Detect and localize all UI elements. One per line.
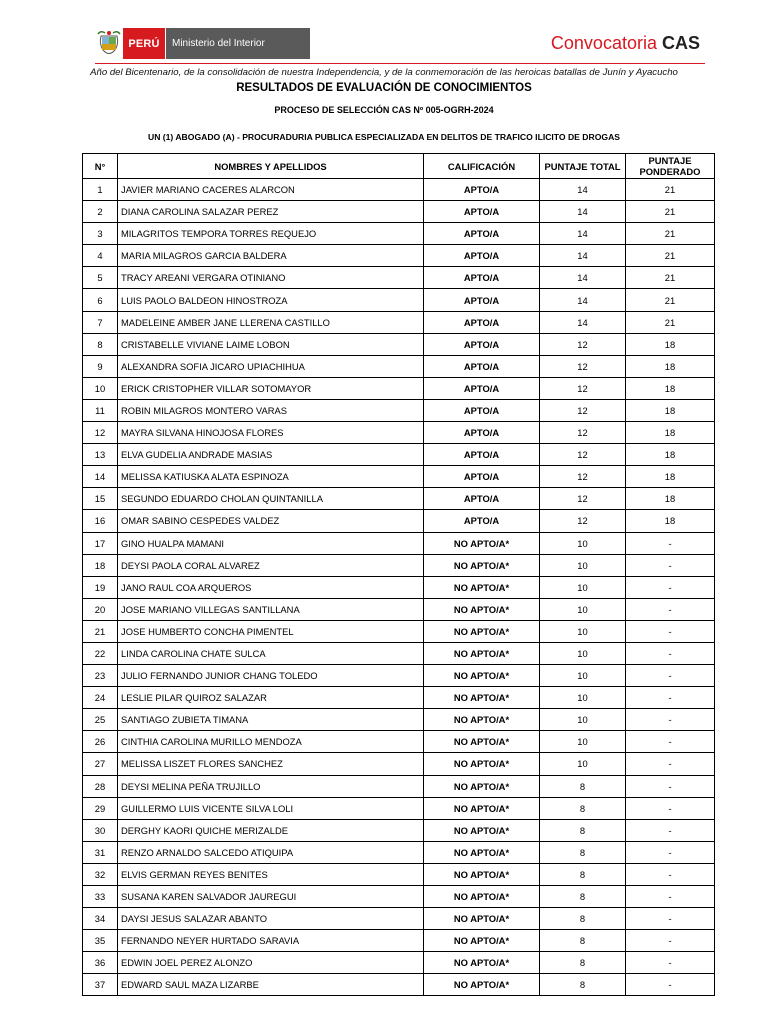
calificacion-cell: NO APTO/A* [424,841,540,863]
calificacion-cell: NO APTO/A* [424,731,540,753]
row-number: 13 [83,444,118,466]
table-row [83,687,715,709]
puntaje-total-cell: 10 [540,532,626,554]
calificacion-cell: NO APTO/A* [424,665,540,687]
puntaje-ponderado-cell: 18 [626,422,715,444]
puntaje-total-cell: 14 [540,311,626,333]
puntaje-ponderado-cell: - [626,554,715,576]
puntaje-ponderado-cell: - [626,797,715,819]
calificacion-cell: APTO/A [424,355,540,377]
calificacion-cell: NO APTO/A* [424,775,540,797]
row-number: 16 [83,510,118,532]
puntaje-ponderado-cell: - [626,908,715,930]
col-header-name: NOMBRES Y APELLIDOS [118,154,424,179]
table-row [83,731,715,753]
calificacion-cell: NO APTO/A* [424,974,540,996]
candidate-name: ELVIS GERMAN REYES BENITES [118,863,424,885]
table-row [83,841,715,863]
table-row [83,974,715,996]
puntaje-ponderado-cell: 18 [626,333,715,355]
candidate-name: ERICK CRISTOPHER VILLAR SOTOMAYOR [118,377,424,399]
calificacion-cell: APTO/A [424,510,540,532]
puntaje-ponderado-cell: - [626,974,715,996]
puntaje-total-cell: 8 [540,908,626,930]
candidate-name: SANTIAGO ZUBIETA TIMANA [118,709,424,731]
table-row [83,930,715,952]
calificacion-cell: NO APTO/A* [424,532,540,554]
row-number: 21 [83,620,118,642]
candidate-name: DEYSI PAOLA CORAL ALVAREZ [118,554,424,576]
row-number: 15 [83,488,118,510]
puntaje-total-cell: 10 [540,753,626,775]
candidate-name: MARIA MILAGROS GARCIA BALDERA [118,245,424,267]
row-number: 33 [83,886,118,908]
puntaje-ponderado-cell: 21 [626,289,715,311]
table-row [83,422,715,444]
candidate-name: OMAR SABINO CESPEDES VALDEZ [118,510,424,532]
puntaje-total-cell: 14 [540,289,626,311]
candidate-name: TRACY AREANI VERGARA OTINIANO [118,267,424,289]
puntaje-ponderado-cell: - [626,709,715,731]
row-number: 3 [83,223,118,245]
row-number: 36 [83,952,118,974]
calificacion-cell: APTO/A [424,488,540,510]
table-row [83,952,715,974]
convocatoria-word: Convocatoria [550,33,657,53]
candidate-name: CINTHIA CAROLINA MURILLO MENDOZA [118,731,424,753]
candidate-name: LESLIE PILAR QUIROZ SALAZAR [118,687,424,709]
puntaje-ponderado-cell: - [626,642,715,664]
puntaje-total-cell: 10 [540,576,626,598]
puntaje-ponderado-cell: - [626,687,715,709]
row-number: 17 [83,532,118,554]
row-number: 11 [83,399,118,421]
row-number: 37 [83,974,118,996]
table-row [83,886,715,908]
puntaje-total-cell: 8 [540,952,626,974]
puntaje-ponderado-cell: 21 [626,245,715,267]
table-row [83,444,715,466]
puntaje-ponderado-cell: 21 [626,267,715,289]
table-row [83,201,715,223]
candidate-name: DEYSI MELINA PEÑA TRUJILLO [118,775,424,797]
puntaje-ponderado-cell: 18 [626,510,715,532]
puntaje-total-cell: 12 [540,510,626,532]
puntaje-total-cell: 14 [540,201,626,223]
row-number: 10 [83,377,118,399]
table-row [83,863,715,885]
table-row [83,333,715,355]
table-row [83,709,715,731]
calificacion-cell: NO APTO/A* [424,576,540,598]
candidate-name: JULIO FERNANDO JUNIOR CHANG TOLEDO [118,665,424,687]
calificacion-cell: NO APTO/A* [424,554,540,576]
calificacion-cell: APTO/A [424,201,540,223]
puntaje-ponderado-cell: - [626,753,715,775]
col-header-puntaje-ponderado: PUNTAJE PONDERADO [626,154,715,179]
puntaje-total-cell: 12 [540,377,626,399]
puntaje-total-cell: 10 [540,554,626,576]
row-number: 6 [83,289,118,311]
candidate-name: MAYRA SILVANA HINOJOSA FLORES [118,422,424,444]
candidate-name: ROBIN MILAGROS MONTERO VARAS [118,399,424,421]
col-header-puntaje-total: PUNTAJE TOTAL [540,154,626,179]
puntaje-total-cell: 10 [540,620,626,642]
calificacion-cell: NO APTO/A* [424,819,540,841]
candidate-name: RENZO ARNALDO SALCEDO ATIQUIPA [118,841,424,863]
calificacion-cell: NO APTO/A* [424,797,540,819]
row-number: 14 [83,466,118,488]
puntaje-ponderado-cell: - [626,665,715,687]
header-divider [95,63,705,64]
row-number: 24 [83,687,118,709]
table-row [83,620,715,642]
puntaje-total-cell: 12 [540,444,626,466]
table-row [83,289,715,311]
row-number: 30 [83,819,118,841]
row-number: 31 [83,841,118,863]
calificacion-cell: APTO/A [424,223,540,245]
puntaje-ponderado-cell: 21 [626,201,715,223]
candidate-name: SEGUNDO EDUARDO CHOLAN QUINTANILLA [118,488,424,510]
candidate-name: JOSE MARIANO VILLEGAS SANTILLANA [118,598,424,620]
puntaje-total-cell: 10 [540,598,626,620]
candidate-name: ELVA GUDELIA ANDRADE MASIAS [118,444,424,466]
results-table [82,153,715,996]
table-row [83,665,715,687]
table-row [83,908,715,930]
candidate-name: DIANA CAROLINA SALAZAR PEREZ [118,201,424,223]
candidate-name: GINO HUALPA MAMANI [118,532,424,554]
puntaje-ponderado-cell: - [626,930,715,952]
candidate-name: FERNANDO NEYER HURTADO SARAVIA [118,930,424,952]
table-row [83,355,715,377]
position-title: UN (1) ABOGADO (A) - PROCURADURIA PUBLICA ESPECIALIZADA EN DELITOS DE TRAFICO ILICITO DE DROGAS [147,132,621,142]
table-row [83,223,715,245]
candidate-name: GUILLERMO LUIS VICENTE SILVA LOLI [118,797,424,819]
table-row [83,753,715,775]
puntaje-ponderado-cell: 18 [626,377,715,399]
puntaje-total-cell: 14 [540,223,626,245]
page-title: RESULTADOS DE EVALUACIÓN DE CONOCIMIENTOS [236,82,532,94]
row-number: 28 [83,775,118,797]
table-row [83,510,715,532]
calificacion-cell: APTO/A [424,311,540,333]
calificacion-cell: NO APTO/A* [424,709,540,731]
calificacion-cell: NO APTO/A* [424,908,540,930]
calificacion-cell: NO APTO/A* [424,620,540,642]
row-number: 26 [83,731,118,753]
row-number: 12 [83,422,118,444]
table-row [83,377,715,399]
row-number: 5 [83,267,118,289]
calificacion-cell: APTO/A [424,399,540,421]
puntaje-ponderado-cell: - [626,532,715,554]
candidate-name: JOSE HUMBERTO CONCHA PIMENTEL [118,620,424,642]
table-row [83,399,715,421]
puntaje-ponderado-cell: - [626,775,715,797]
row-number: 18 [83,554,118,576]
row-number: 25 [83,709,118,731]
candidate-name: ALEXANDRA SOFIA JICARO UPIACHIHUA [118,355,424,377]
table-row [83,488,715,510]
puntaje-ponderado-cell: 18 [626,488,715,510]
ministry-label: Ministerio del Interior [165,28,310,59]
calificacion-cell: NO APTO/A* [424,863,540,885]
calificacion-cell: APTO/A [424,377,540,399]
col-header-calificacion: CALIFICACIÓN [424,154,540,179]
row-number: 23 [83,665,118,687]
puntaje-ponderado-cell: 18 [626,444,715,466]
puntaje-ponderado-cell: - [626,620,715,642]
table-row [83,245,715,267]
calificacion-cell: NO APTO/A* [424,753,540,775]
puntaje-ponderado-cell: - [626,886,715,908]
puntaje-ponderado-cell: 18 [626,466,715,488]
puntaje-ponderado-cell: - [626,863,715,885]
candidate-name: MELISSA LISZET FLORES SANCHEZ [118,753,424,775]
puntaje-total-cell: 8 [540,930,626,952]
calificacion-cell: NO APTO/A* [424,930,540,952]
calificacion-cell: NO APTO/A* [424,598,540,620]
table-row [83,554,715,576]
puntaje-ponderado-cell: 18 [626,355,715,377]
calificacion-cell: APTO/A [424,267,540,289]
row-number: 29 [83,797,118,819]
table-row [83,598,715,620]
row-number: 7 [83,311,118,333]
row-number: 4 [83,245,118,267]
table-row [83,797,715,819]
table-row [83,267,715,289]
table-row [83,642,715,664]
puntaje-ponderado-cell: 21 [626,311,715,333]
puntaje-ponderado-cell: - [626,576,715,598]
puntaje-total-cell: 8 [540,886,626,908]
puntaje-total-cell: 8 [540,797,626,819]
candidate-name: EDWIN JOEL PEREZ ALONZO [118,952,424,974]
calificacion-cell: APTO/A [424,466,540,488]
puntaje-total-cell: 10 [540,687,626,709]
peru-label: PERÚ [123,28,165,59]
puntaje-ponderado-cell: - [626,819,715,841]
puntaje-total-cell: 10 [540,709,626,731]
calificacion-cell: NO APTO/A* [424,687,540,709]
candidate-name: CRISTABELLE VIVIANE LAIME LOBON [118,333,424,355]
puntaje-total-cell: 8 [540,863,626,885]
row-number: 1 [83,179,118,201]
row-number: 34 [83,908,118,930]
puntaje-total-cell: 12 [540,466,626,488]
puntaje-total-cell: 12 [540,399,626,421]
table-row [83,311,715,333]
table-header-row [83,154,715,179]
calificacion-cell: NO APTO/A* [424,886,540,908]
table-row [83,819,715,841]
puntaje-total-cell: 12 [540,422,626,444]
puntaje-ponderado-cell: - [626,952,715,974]
process-title: PROCESO DE SELECCIÓN CAS Nº 005-OGRH-2024 [274,105,494,115]
calificacion-cell: APTO/A [424,179,540,201]
row-number: 32 [83,863,118,885]
candidate-name: JANO RAUL COA ARQUEROS [118,576,424,598]
puntaje-total-cell: 8 [540,974,626,996]
candidate-name: DERGHY KAORI QUICHE MERIZALDE [118,819,424,841]
puntaje-total-cell: 10 [540,731,626,753]
puntaje-ponderado-cell: 18 [626,399,715,421]
puntaje-total-cell: 14 [540,245,626,267]
col-header-num: N° [83,154,118,179]
puntaje-ponderado-cell: - [626,731,715,753]
year-tagline: Año del Bicentenario, de la consolidación de nuestra Independencia, y de la conmemoración de las heroicas batallas de Junín y Ayacucho [90,67,678,78]
table-row [83,576,715,598]
candidate-name: MILAGRITOS TEMPORA TORRES REQUEJO [118,223,424,245]
calificacion-cell: APTO/A [424,444,540,466]
puntaje-total-cell: 14 [540,267,626,289]
calificacion-cell: NO APTO/A* [424,952,540,974]
puntaje-total-cell: 10 [540,665,626,687]
row-number: 27 [83,753,118,775]
candidate-name: JAVIER MARIANO CACERES ALARCON [118,179,424,201]
candidate-name: DAYSI JESUS SALAZAR ABANTO [118,908,424,930]
row-number: 8 [83,333,118,355]
puntaje-ponderado-cell: 21 [626,179,715,201]
candidate-name: SUSANA KAREN SALVADOR JAUREGUI [118,886,424,908]
puntaje-ponderado-cell: - [626,598,715,620]
row-number: 9 [83,355,118,377]
calificacion-cell: APTO/A [424,333,540,355]
candidate-name: EDWARD SAUL MAZA LIZARBE [118,974,424,996]
ministry-logo [95,28,310,59]
convocatoria-cas-title [551,32,700,54]
calificacion-cell: APTO/A [424,245,540,267]
table-row [83,775,715,797]
row-number: 2 [83,201,118,223]
puntaje-total-cell: 12 [540,355,626,377]
coat-of-arms-icon [95,28,123,59]
puntaje-total-cell: 10 [540,642,626,664]
calificacion-cell: NO APTO/A* [424,642,540,664]
table-row [83,466,715,488]
candidate-name: MELISSA KATIUSKA ALATA ESPINOZA [118,466,424,488]
calificacion-cell: APTO/A [424,289,540,311]
row-number: 19 [83,576,118,598]
puntaje-total-cell: 8 [540,841,626,863]
puntaje-total-cell: 12 [540,488,626,510]
puntaje-total-cell: 8 [540,819,626,841]
candidate-name: LUIS PAOLO BALDEON HINOSTROZA [118,289,424,311]
puntaje-total-cell: 14 [540,179,626,201]
cas-word: CAS [661,33,700,53]
puntaje-ponderado-cell: 21 [626,223,715,245]
calificacion-cell: APTO/A [424,422,540,444]
table-row [83,179,715,201]
puntaje-ponderado-cell: - [626,841,715,863]
puntaje-total-cell: 12 [540,333,626,355]
puntaje-total-cell: 8 [540,775,626,797]
table-row [83,532,715,554]
row-number: 22 [83,642,118,664]
row-number: 20 [83,598,118,620]
row-number: 35 [83,930,118,952]
table-body [83,179,715,996]
candidate-name: MADELEINE AMBER JANE LLERENA CASTILLO [118,311,424,333]
candidate-name: LINDA CAROLINA CHATE SULCA [118,642,424,664]
